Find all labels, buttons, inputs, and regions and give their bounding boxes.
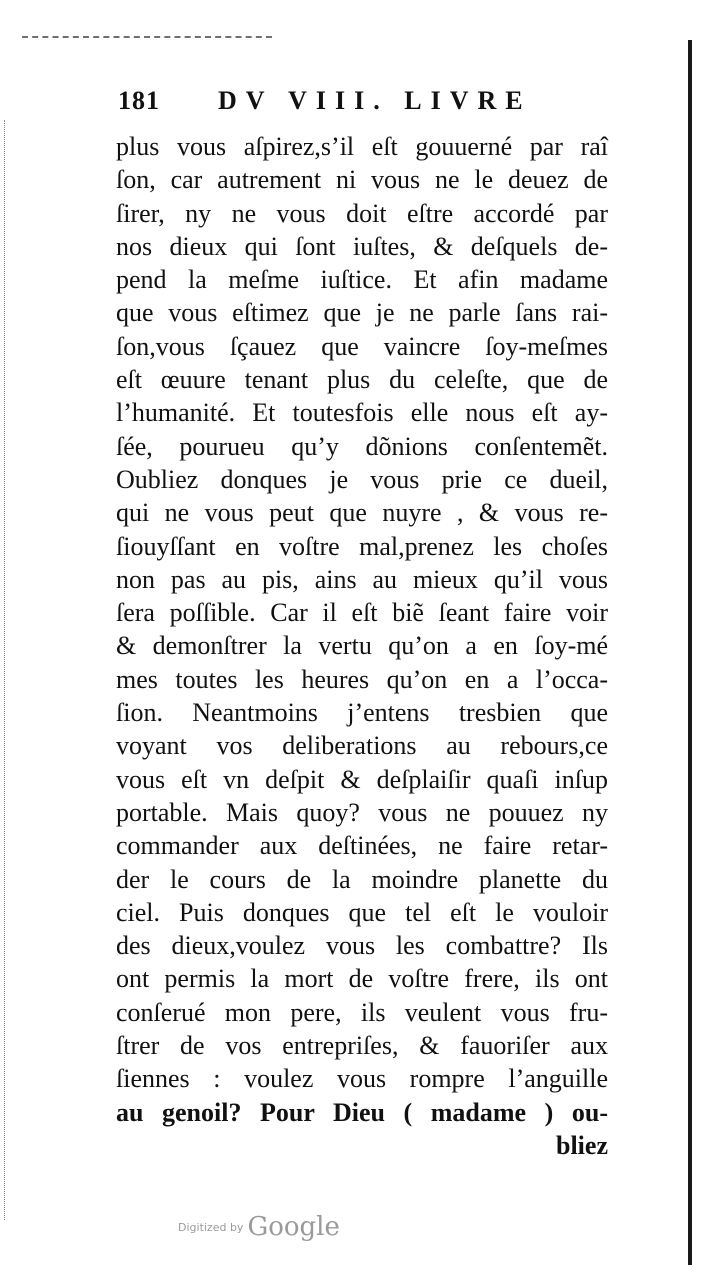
text-line: Oubliez donques je vous prie ce dueil, [116, 464, 608, 494]
text-line: portable. Mais quoy? vous ne pouuez ny [116, 797, 608, 827]
text-line: ſiouyſſant en voſtre mal,prenez les choſes [116, 531, 608, 561]
watermark-brand: Google [247, 1212, 340, 1242]
running-title: DV VIII. LIVRE [218, 86, 532, 115]
body-text [116, 130, 608, 1162]
text-line: que vous eſtimez que je ne parle ſans rai- [116, 298, 608, 328]
text-line: ſon, car autrement ni vous ne le deuez de [116, 165, 608, 195]
text-line: ſtrer de vos entrepriſes, & fauoriſer aux [116, 1031, 608, 1061]
page-number: 181 [118, 86, 160, 115]
text-line: plus vous aſpirez,s’il eſt gouuerné par raî [116, 132, 608, 161]
text-line: ſirer, ny ne vous doit eſtre accordé par [116, 198, 608, 228]
running-header [118, 86, 618, 116]
text-line: der le cours de la moindre planette du [116, 864, 608, 894]
text-line: ſiennes : voulez vous rompre l’anguille [116, 1064, 608, 1094]
text-line: vous eſt vn deſpit & deſplaiſir quaſi inſup [116, 764, 608, 794]
text-line: ont permis la mort de voſtre frere, ils ont [116, 964, 608, 994]
text-line: ſion. Neantmoins j’entens tresbien que [116, 698, 608, 728]
text-line: conſerué mon pere, ils veulent vous fru- [116, 997, 608, 1027]
text-line: l’humanité. Et toutesfois elle nous eſt ay- [116, 398, 608, 428]
text-line: au genoil? Pour Dieu ( madame ) ou- [116, 1097, 608, 1127]
text-line: voyant vos deliberations au rebours,ce [116, 731, 608, 761]
text-line: ciel. Puis donques que tel eſt le vouloir [116, 897, 608, 927]
text-line: des dieux,voulez vous les combattre? Ils [116, 931, 608, 961]
top-dashed-rule [22, 36, 272, 38]
text-line: ſon,vous ſçauez que vaincre ſoy-meſmes [116, 331, 608, 361]
left-margin-specks [4, 120, 15, 1220]
catchword: bliez [556, 1130, 608, 1160]
text-line: pend la meſme iuſtice. Et afin madame [116, 265, 608, 295]
digitized-watermark [178, 1212, 340, 1242]
text-line: ſée, pourueu qu’y dõnions conſentemẽt. [116, 431, 608, 461]
text-line: eſt œuure tenant plus du celeſte, que de [116, 365, 608, 395]
text-line: nos dieux qui ſont iuſtes, & deſquels de- [116, 231, 608, 261]
text-line: mes toutes les heures qu’on en a l’occa- [116, 664, 608, 694]
text-line: & demonſtrer la vertu qu’on a en ſoy-mé [116, 631, 608, 661]
text-line: ſera poſſible. Car il eſt biẽ ſeant faire voir [116, 598, 608, 628]
text-line: qui ne vous peut que nuyre , & vous re- [116, 498, 608, 528]
text-line: non pas au pis, ains au mieux qu’il vous [116, 564, 608, 594]
page-edge-border [688, 40, 692, 1265]
text-line: commander aux deſtinées, ne faire retar- [116, 831, 608, 861]
watermark-prefix: Digitized by [178, 1221, 244, 1234]
